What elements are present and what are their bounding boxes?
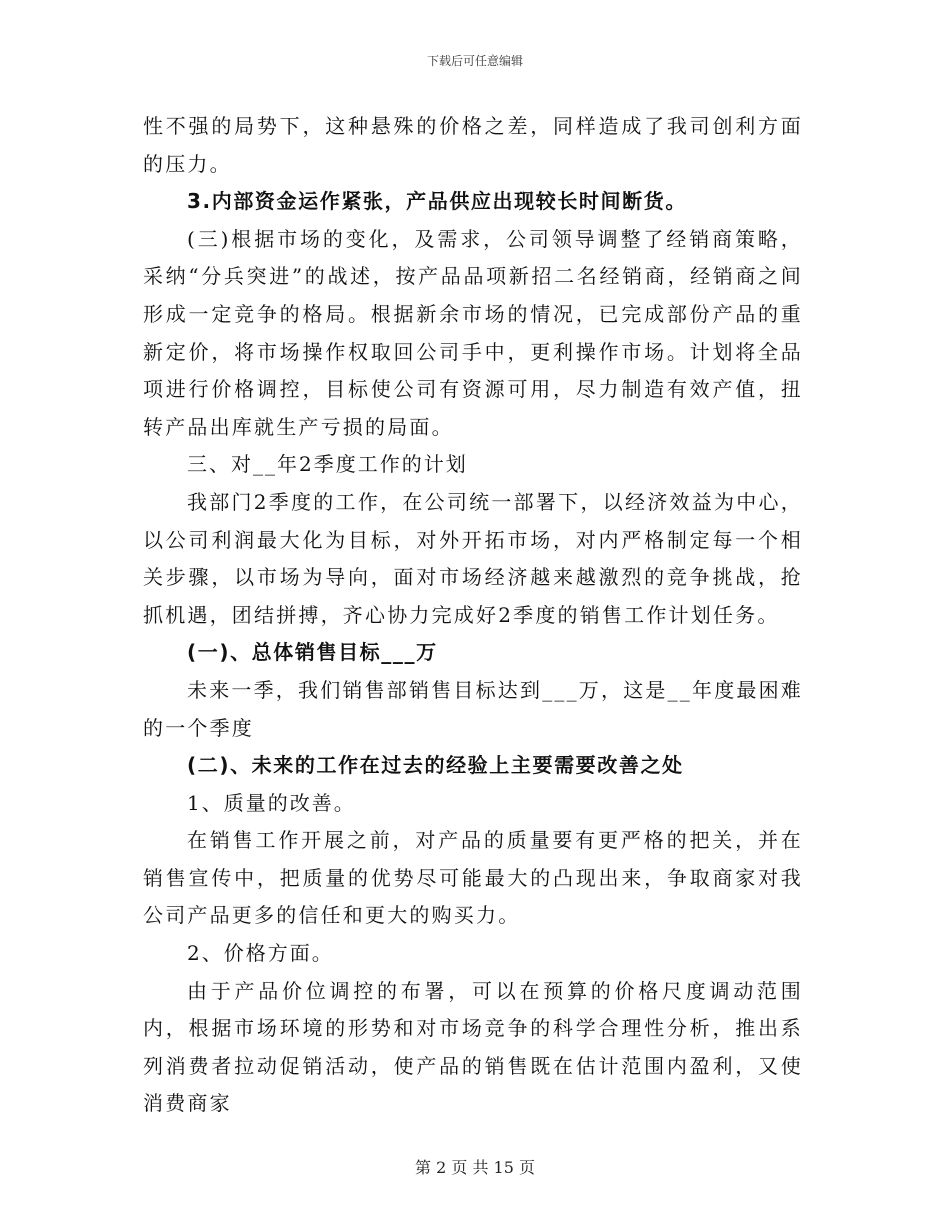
paragraph-price: 由于产品价位调控的布署，可以在预算的价格尺度调动范围内，根据市场环境的形势和对市场竞争的科学合理性分析，推出系列消费者拉动促销活动，使产品的销售既在估计范围内盈利，又使消费商家 (143, 978, 803, 1116)
item-heading-quality: 1、质量的改善。 (187, 790, 356, 815)
paragraph-continued: 性不强的局势下，这种悬殊的价格之差，同样造成了我司创利方面的压力。 (143, 114, 803, 176)
paragraph-quality: 在销售工作开展之前，对产品的质量要有更严格的把关，并在销售宣传中，把质量的优势尽可能最大的凸现出来，争取商家对我公司产品更多的信任和更大的购买力。 (143, 828, 803, 928)
paragraph-plan-intro: 我部门2季度的工作，在公司统一部署下，以经济效益为中心，以公司利润最大化为目标，对外开拓市场，对内严格制定每一个相关步骤，以市场为导向，面对市场经济越来越激烈的竞争挑战，抢抓机遇，团结拼搏，齐心协力完成好2季度的销售工作计划任务。 (143, 489, 803, 627)
page-number: 第 2 页 共 15 页 (415, 1158, 535, 1177)
section-heading-plan: 三、对__年2季度工作的计划 (187, 452, 468, 477)
paragraph-strategy: (三)根据市场的变化，及需求，公司领导调整了经销商策略，采纳“分兵突进”的战述，按产品品项新招二名经销商，经销商之间形成一定竞争的格局。根据新余市场的情况，已完成部份产品的重新定价，将市场操作权取回公司手中，更利操作市场。计划将全品项进行价格调控，目标使公司有资源可用，尽力制造有效产值，扭转产品出库就生产亏损的局面。 (143, 226, 803, 439)
subheading-sales-target: (一)、总体销售目标___万 (187, 640, 438, 665)
page-header: 下载后可任意编辑 (426, 54, 523, 68)
item-heading-funds: 3.内部资金运作紧张，产品供应出现较长时间断货。 (187, 189, 687, 214)
document-body (143, 108, 803, 1123)
paragraph-sales-target: 未来一季，我们销售部销售目标达到___万，这是__年度最困难的一个季度 (143, 677, 803, 740)
subheading-improvements: (二)、未来的工作在过去的经验上主要需要改善之处 (187, 753, 684, 778)
item-heading-price: 2、价格方面。 (187, 941, 334, 966)
